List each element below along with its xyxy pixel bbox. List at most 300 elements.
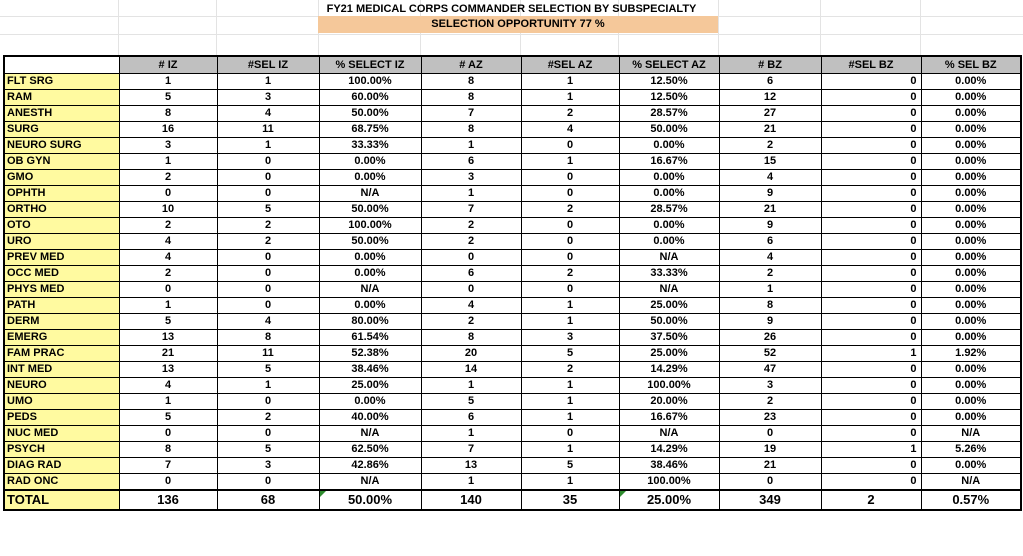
data-cell[interactable]: 0 [521, 426, 619, 442]
data-cell[interactable]: 0 [821, 266, 921, 282]
data-cell[interactable]: 8 [421, 90, 521, 106]
data-cell[interactable]: 1 [821, 346, 921, 362]
data-cell[interactable]: 68 [217, 490, 319, 510]
data-cell[interactable]: N/A [619, 426, 719, 442]
data-cell[interactable]: 5 [119, 410, 217, 426]
table-row [4, 122, 1021, 138]
data-cell[interactable]: 1 [421, 474, 521, 491]
data-cell[interactable]: 100.00% [319, 74, 421, 90]
data-cell[interactable]: 0 [217, 426, 319, 442]
data-cell[interactable]: 20.00% [619, 394, 719, 410]
data-cell[interactable]: 9 [719, 314, 821, 330]
data-cell[interactable]: 0.00% [921, 250, 1021, 266]
table-row [4, 138, 1021, 154]
subspecialty-cell[interactable]: NEURO SURG [4, 138, 119, 154]
table-row [4, 202, 1021, 218]
data-cell[interactable]: 0 [719, 426, 821, 442]
data-cell[interactable]: 38.46% [619, 458, 719, 474]
data-cell[interactable]: 0 [217, 186, 319, 202]
data-cell[interactable]: 0.00% [921, 186, 1021, 202]
data-cell[interactable]: 3 [719, 378, 821, 394]
data-cell[interactable]: 0 [821, 170, 921, 186]
data-cell[interactable]: 0 [119, 282, 217, 298]
subspecialty-cell[interactable]: OPHTH [4, 186, 119, 202]
subspecialty-cell[interactable]: ORTHO [4, 202, 119, 218]
table-row [4, 426, 1021, 442]
data-cell[interactable]: 0 [421, 282, 521, 298]
data-cell[interactable]: 2 [821, 490, 921, 510]
data-cell[interactable]: 21 [719, 458, 821, 474]
data-cell[interactable]: 8 [719, 298, 821, 314]
data-cell[interactable]: 2 [119, 170, 217, 186]
data-cell[interactable]: 0 [521, 234, 619, 250]
data-cell[interactable]: 25.00% [619, 490, 719, 510]
data-cell[interactable]: 21 [119, 346, 217, 362]
data-cell[interactable]: 1 [421, 426, 521, 442]
data-cell[interactable]: 0.00% [921, 202, 1021, 218]
table-row [4, 410, 1021, 426]
data-cell[interactable]: 15 [719, 154, 821, 170]
table-body [4, 74, 1021, 511]
data-cell[interactable]: 2 [521, 362, 619, 378]
data-cell[interactable]: 1 [119, 74, 217, 90]
data-cell[interactable]: 0 [821, 426, 921, 442]
data-cell[interactable]: 4 [421, 298, 521, 314]
data-cell[interactable]: 61.54% [319, 330, 421, 346]
data-cell[interactable]: 2 [521, 106, 619, 122]
data-cell[interactable]: 349 [719, 490, 821, 510]
data-cell[interactable]: 3 [119, 138, 217, 154]
data-cell[interactable]: 0.00% [619, 138, 719, 154]
data-cell[interactable]: 10 [119, 202, 217, 218]
data-cell[interactable]: 60.00% [319, 90, 421, 106]
data-cell[interactable]: 0 [217, 250, 319, 266]
data-cell[interactable]: 1 [821, 442, 921, 458]
data-cell[interactable]: 0.00% [319, 250, 421, 266]
data-cell[interactable]: 16.67% [619, 410, 719, 426]
data-cell[interactable]: 0 [821, 298, 921, 314]
data-cell[interactable]: 62.50% [319, 442, 421, 458]
data-cell[interactable]: 1 [119, 394, 217, 410]
subspecialty-cell[interactable]: EMERG [4, 330, 119, 346]
data-cell[interactable]: 0.00% [319, 298, 421, 314]
data-cell[interactable]: 0 [821, 474, 921, 491]
subspecialty-cell[interactable]: NUC MED [4, 426, 119, 442]
table-row [4, 474, 1021, 491]
data-cell[interactable]: N/A [319, 186, 421, 202]
data-cell[interactable]: 5 [421, 394, 521, 410]
data-cell[interactable]: 0.00% [921, 394, 1021, 410]
data-cell[interactable]: 0 [217, 474, 319, 491]
subspecialty-cell[interactable]: SURG [4, 122, 119, 138]
data-cell[interactable]: 0.00% [921, 362, 1021, 378]
table-row [4, 442, 1021, 458]
data-cell[interactable]: 16.67% [619, 154, 719, 170]
data-cell[interactable]: 2 [119, 266, 217, 282]
data-cell[interactable]: 1.92% [921, 346, 1021, 362]
data-cell[interactable]: 8 [421, 122, 521, 138]
data-cell[interactable]: 0.00% [921, 170, 1021, 186]
data-cell[interactable]: 0 [821, 138, 921, 154]
data-cell[interactable]: 25.00% [619, 298, 719, 314]
col-header-sel-bz[interactable]: #SEL BZ [821, 56, 921, 74]
table-row [4, 154, 1021, 170]
data-cell[interactable]: 2 [217, 234, 319, 250]
data-cell[interactable]: 0 [821, 90, 921, 106]
data-cell[interactable]: 5 [217, 442, 319, 458]
data-cell[interactable]: 21 [719, 122, 821, 138]
data-cell[interactable]: 0.00% [921, 378, 1021, 394]
data-cell[interactable]: 4 [119, 250, 217, 266]
data-cell[interactable]: 5 [217, 362, 319, 378]
data-cell[interactable]: N/A [619, 282, 719, 298]
data-cell[interactable]: 11 [217, 122, 319, 138]
data-cell[interactable]: 100.00% [619, 474, 719, 491]
data-cell[interactable]: 4 [217, 106, 319, 122]
data-cell[interactable]: 19 [719, 442, 821, 458]
data-cell[interactable]: 0.00% [921, 138, 1021, 154]
data-cell[interactable]: 68.75% [319, 122, 421, 138]
data-cell[interactable]: N/A [319, 474, 421, 491]
subspecialty-cell[interactable]: OCC MED [4, 266, 119, 282]
data-cell[interactable]: 80.00% [319, 314, 421, 330]
data-cell[interactable]: 2 [521, 266, 619, 282]
data-cell[interactable]: 0 [821, 106, 921, 122]
data-cell[interactable]: 50.00% [319, 490, 421, 510]
data-cell[interactable]: N/A [319, 282, 421, 298]
subspecialty-cell[interactable]: URO [4, 234, 119, 250]
data-cell[interactable]: 14.29% [619, 362, 719, 378]
data-cell[interactable]: 2 [719, 138, 821, 154]
data-cell[interactable]: 5 [217, 202, 319, 218]
data-cell[interactable]: 4 [119, 234, 217, 250]
data-cell[interactable]: 2 [521, 202, 619, 218]
subspecialty-cell[interactable]: UMO [4, 394, 119, 410]
data-cell[interactable]: 0 [821, 378, 921, 394]
data-cell[interactable]: 0 [521, 170, 619, 186]
data-cell[interactable]: N/A [921, 426, 1021, 442]
header-row [4, 56, 1021, 74]
data-cell[interactable]: 4 [521, 122, 619, 138]
data-cell[interactable]: 7 [119, 458, 217, 474]
data-cell[interactable]: 0 [821, 186, 921, 202]
data-cell[interactable]: 0 [821, 410, 921, 426]
subspecialty-cell[interactable]: PSYCH [4, 442, 119, 458]
data-cell[interactable]: 0.00% [319, 394, 421, 410]
data-cell[interactable]: 0 [821, 314, 921, 330]
data-cell[interactable]: 0 [521, 250, 619, 266]
data-cell[interactable]: 14.29% [619, 442, 719, 458]
data-cell[interactable]: 1 [217, 378, 319, 394]
data-cell[interactable]: 9 [719, 186, 821, 202]
subspecialty-cell[interactable]: PREV MED [4, 250, 119, 266]
data-cell[interactable]: 0 [821, 250, 921, 266]
data-cell[interactable]: 0 [821, 394, 921, 410]
data-cell[interactable]: 2 [421, 234, 521, 250]
data-cell[interactable]: 0.00% [921, 266, 1021, 282]
data-cell[interactable]: 6 [719, 74, 821, 90]
data-cell[interactable]: 9 [719, 218, 821, 234]
data-cell[interactable]: 1 [119, 298, 217, 314]
data-cell[interactable]: 50.00% [619, 314, 719, 330]
subspecialty-cell[interactable]: DIAG RAD [4, 458, 119, 474]
subspecialty-cell[interactable]: DERM [4, 314, 119, 330]
data-cell[interactable]: 2 [421, 218, 521, 234]
data-cell[interactable]: 26 [719, 330, 821, 346]
subspecialty-cell[interactable]: RAD ONC [4, 474, 119, 491]
data-cell[interactable]: N/A [619, 250, 719, 266]
data-cell[interactable]: 50.00% [319, 234, 421, 250]
data-cell[interactable]: 4 [719, 250, 821, 266]
data-cell[interactable]: 1 [217, 138, 319, 154]
data-cell[interactable]: 0.00% [319, 266, 421, 282]
col-header-az[interactable]: # AZ [421, 56, 521, 74]
subspecialty-cell[interactable]: ANESTH [4, 106, 119, 122]
data-cell[interactable]: 8 [421, 74, 521, 90]
col-header-sel-iz[interactable]: #SEL IZ [217, 56, 319, 74]
data-cell[interactable]: 2 [421, 314, 521, 330]
data-cell[interactable]: 11 [217, 346, 319, 362]
data-cell[interactable]: 2 [119, 218, 217, 234]
data-cell[interactable]: 0 [119, 186, 217, 202]
data-cell[interactable]: 5 [119, 314, 217, 330]
data-cell[interactable]: 3 [217, 458, 319, 474]
data-cell[interactable]: 0 [821, 218, 921, 234]
subspecialty-cell[interactable]: PEDS [4, 410, 119, 426]
corner-cell[interactable] [4, 56, 119, 74]
table-row [4, 378, 1021, 394]
data-cell[interactable]: 0 [521, 186, 619, 202]
data-cell[interactable]: 2 [217, 410, 319, 426]
data-cell[interactable]: 0 [421, 250, 521, 266]
data-cell[interactable]: 0.00% [921, 106, 1021, 122]
data-cell[interactable]: 0 [217, 170, 319, 186]
col-header-pct-select-iz[interactable]: % SELECT IZ [319, 56, 421, 74]
data-cell[interactable]: 4 [217, 314, 319, 330]
data-cell[interactable]: 0.00% [319, 170, 421, 186]
data-cell[interactable]: 1 [421, 186, 521, 202]
table-row [4, 234, 1021, 250]
data-cell[interactable]: 6 [421, 410, 521, 426]
data-cell[interactable]: 13 [119, 330, 217, 346]
data-cell[interactable]: 0.00% [921, 122, 1021, 138]
data-cell[interactable]: 0.00% [921, 298, 1021, 314]
data-cell[interactable]: 0 [821, 234, 921, 250]
data-cell[interactable]: 0 [821, 202, 921, 218]
data-cell[interactable]: 38.46% [319, 362, 421, 378]
data-cell[interactable]: 5 [521, 458, 619, 474]
data-cell[interactable]: 4 [119, 378, 217, 394]
data-cell[interactable]: 0.00% [921, 282, 1021, 298]
sheet-title: FY21 MEDICAL CORPS COMMANDER SELECTION BY SUBSPECIALTY [326, 3, 697, 15]
data-cell[interactable]: 0.00% [921, 458, 1021, 474]
data-cell[interactable]: 50.00% [319, 202, 421, 218]
data-cell[interactable]: 1 [521, 314, 619, 330]
data-cell[interactable]: 2 [719, 266, 821, 282]
data-cell[interactable]: 35 [521, 490, 619, 510]
subspecialty-cell[interactable]: NEURO [4, 378, 119, 394]
data-cell[interactable]: 3 [521, 330, 619, 346]
data-cell[interactable]: 33.33% [619, 266, 719, 282]
data-cell[interactable]: 13 [421, 458, 521, 474]
data-cell[interactable]: 0 [217, 266, 319, 282]
data-cell[interactable]: 0 [821, 122, 921, 138]
subspecialty-cell[interactable]: INT MED [4, 362, 119, 378]
data-cell[interactable]: 0 [217, 394, 319, 410]
subspecialty-cell[interactable]: GMO [4, 170, 119, 186]
data-cell[interactable]: 8 [119, 442, 217, 458]
data-cell[interactable]: 0 [521, 138, 619, 154]
data-cell[interactable]: 0.00% [921, 330, 1021, 346]
data-cell[interactable]: 0.00% [921, 74, 1021, 90]
data-cell[interactable]: 7 [421, 442, 521, 458]
data-cell[interactable]: 6 [719, 234, 821, 250]
data-cell[interactable]: 140 [421, 490, 521, 510]
table-row [4, 90, 1021, 106]
data-cell[interactable]: 1 [421, 138, 521, 154]
data-cell[interactable]: 20 [421, 346, 521, 362]
data-cell[interactable]: 3 [421, 170, 521, 186]
table-row [4, 362, 1021, 378]
data-cell[interactable]: 136 [119, 490, 217, 510]
data-cell[interactable]: 100.00% [319, 218, 421, 234]
data-cell[interactable]: 0 [521, 282, 619, 298]
data-cell[interactable]: 8 [217, 330, 319, 346]
data-cell[interactable]: 5 [119, 90, 217, 106]
data-cell[interactable]: 28.57% [619, 202, 719, 218]
data-cell[interactable]: 6 [421, 154, 521, 170]
subspecialty-cell[interactable]: OB GYN [4, 154, 119, 170]
data-cell[interactable]: 27 [719, 106, 821, 122]
subspecialty-cell[interactable]: FAM PRAC [4, 346, 119, 362]
data-cell[interactable]: 1 [521, 442, 619, 458]
data-cell[interactable]: 5.26% [921, 442, 1021, 458]
data-cell[interactable]: 0.57% [921, 490, 1021, 510]
data-cell[interactable]: 1 [521, 154, 619, 170]
data-cell[interactable]: 0 [821, 154, 921, 170]
data-cell[interactable]: 8 [421, 330, 521, 346]
subspecialty-cell[interactable]: PHYS MED [4, 282, 119, 298]
data-cell[interactable]: 52 [719, 346, 821, 362]
data-cell[interactable]: 33.33% [319, 138, 421, 154]
data-cell[interactable]: 0 [521, 218, 619, 234]
data-cell[interactable]: 7 [421, 202, 521, 218]
data-cell[interactable]: 0 [217, 282, 319, 298]
subspecialty-cell[interactable]: FLT SRG [4, 74, 119, 90]
data-cell[interactable]: 12.50% [619, 90, 719, 106]
col-header-pct-sel-bz[interactable]: % SEL BZ [921, 56, 1021, 74]
data-cell[interactable]: 0 [119, 474, 217, 491]
data-cell[interactable]: 40.00% [319, 410, 421, 426]
data-cell[interactable]: 1 [719, 282, 821, 298]
col-header-sel-az[interactable]: #SEL AZ [521, 56, 619, 74]
table-row [4, 458, 1021, 474]
data-cell[interactable]: 0.00% [619, 218, 719, 234]
col-header-iz[interactable]: # IZ [119, 56, 217, 74]
data-cell[interactable]: 0 [821, 74, 921, 90]
data-cell[interactable]: 13 [119, 362, 217, 378]
data-cell[interactable]: 5 [521, 346, 619, 362]
data-cell[interactable]: 100.00% [619, 378, 719, 394]
data-cell[interactable]: 50.00% [319, 106, 421, 122]
col-header-pct-select-az[interactable]: % SELECT AZ [619, 56, 719, 74]
data-cell[interactable]: 0.00% [619, 186, 719, 202]
data-cell[interactable]: 0 [119, 426, 217, 442]
data-cell[interactable]: 0.00% [921, 90, 1021, 106]
data-cell[interactable]: 47 [719, 362, 821, 378]
data-cell[interactable]: 0 [217, 298, 319, 314]
data-cell[interactable]: 1 [521, 394, 619, 410]
col-header-bz[interactable]: # BZ [719, 56, 821, 74]
data-cell[interactable]: 1 [521, 298, 619, 314]
data-cell[interactable]: 2 [719, 394, 821, 410]
data-cell[interactable]: 1 [521, 74, 619, 90]
data-cell[interactable]: N/A [921, 474, 1021, 491]
data-cell[interactable]: 0.00% [619, 170, 719, 186]
data-cell[interactable]: 0 [821, 458, 921, 474]
data-cell[interactable]: 7 [421, 106, 521, 122]
data-cell[interactable]: 1 [521, 90, 619, 106]
data-cell[interactable]: 21 [719, 202, 821, 218]
data-cell[interactable]: 0.00% [619, 234, 719, 250]
table-row [4, 106, 1021, 122]
data-cell[interactable]: 3 [217, 90, 319, 106]
data-cell[interactable]: 0 [217, 154, 319, 170]
data-cell[interactable]: 0.00% [921, 410, 1021, 426]
data-cell[interactable]: 6 [421, 266, 521, 282]
data-cell[interactable]: 50.00% [619, 122, 719, 138]
subspecialty-cell[interactable]: RAM [4, 90, 119, 106]
table-row [4, 346, 1021, 362]
data-cell[interactable]: 25.00% [619, 346, 719, 362]
data-cell[interactable]: 1 [217, 74, 319, 90]
table-row [4, 314, 1021, 330]
data-cell[interactable]: 1 [521, 378, 619, 394]
data-cell[interactable]: 0 [821, 330, 921, 346]
data-cell[interactable]: 1 [521, 474, 619, 491]
subspecialty-cell[interactable]: OTO [4, 218, 119, 234]
data-cell[interactable]: 0 [719, 474, 821, 491]
data-cell[interactable]: 0.00% [921, 314, 1021, 330]
data-cell[interactable]: 0.00% [319, 154, 421, 170]
data-cell[interactable]: 14 [421, 362, 521, 378]
data-cell[interactable]: 25.00% [319, 378, 421, 394]
data-cell[interactable]: 0.00% [921, 154, 1021, 170]
data-cell[interactable]: 52.38% [319, 346, 421, 362]
data-cell[interactable]: 1 [421, 378, 521, 394]
data-cell[interactable]: 23 [719, 410, 821, 426]
data-cell[interactable]: 28.57% [619, 106, 719, 122]
total-label-cell[interactable]: TOTAL [4, 490, 119, 510]
data-cell[interactable]: 2 [217, 218, 319, 234]
data-cell[interactable]: 1 [119, 154, 217, 170]
data-cell[interactable]: 12.50% [619, 74, 719, 90]
data-cell[interactable]: 42.86% [319, 458, 421, 474]
data-cell[interactable]: 8 [119, 106, 217, 122]
subspecialty-cell[interactable]: PATH [4, 298, 119, 314]
data-cell[interactable]: 0.00% [921, 234, 1021, 250]
data-cell[interactable]: 0.00% [921, 218, 1021, 234]
data-cell[interactable]: 0 [821, 362, 921, 378]
data-cell[interactable]: 37.50% [619, 330, 719, 346]
data-cell[interactable]: N/A [319, 426, 421, 442]
table-row [4, 250, 1021, 266]
data-cell[interactable]: 1 [521, 410, 619, 426]
data-cell[interactable]: 0 [821, 282, 921, 298]
data-cell[interactable]: 12 [719, 90, 821, 106]
data-cell[interactable]: 16 [119, 122, 217, 138]
data-cell[interactable]: 4 [719, 170, 821, 186]
